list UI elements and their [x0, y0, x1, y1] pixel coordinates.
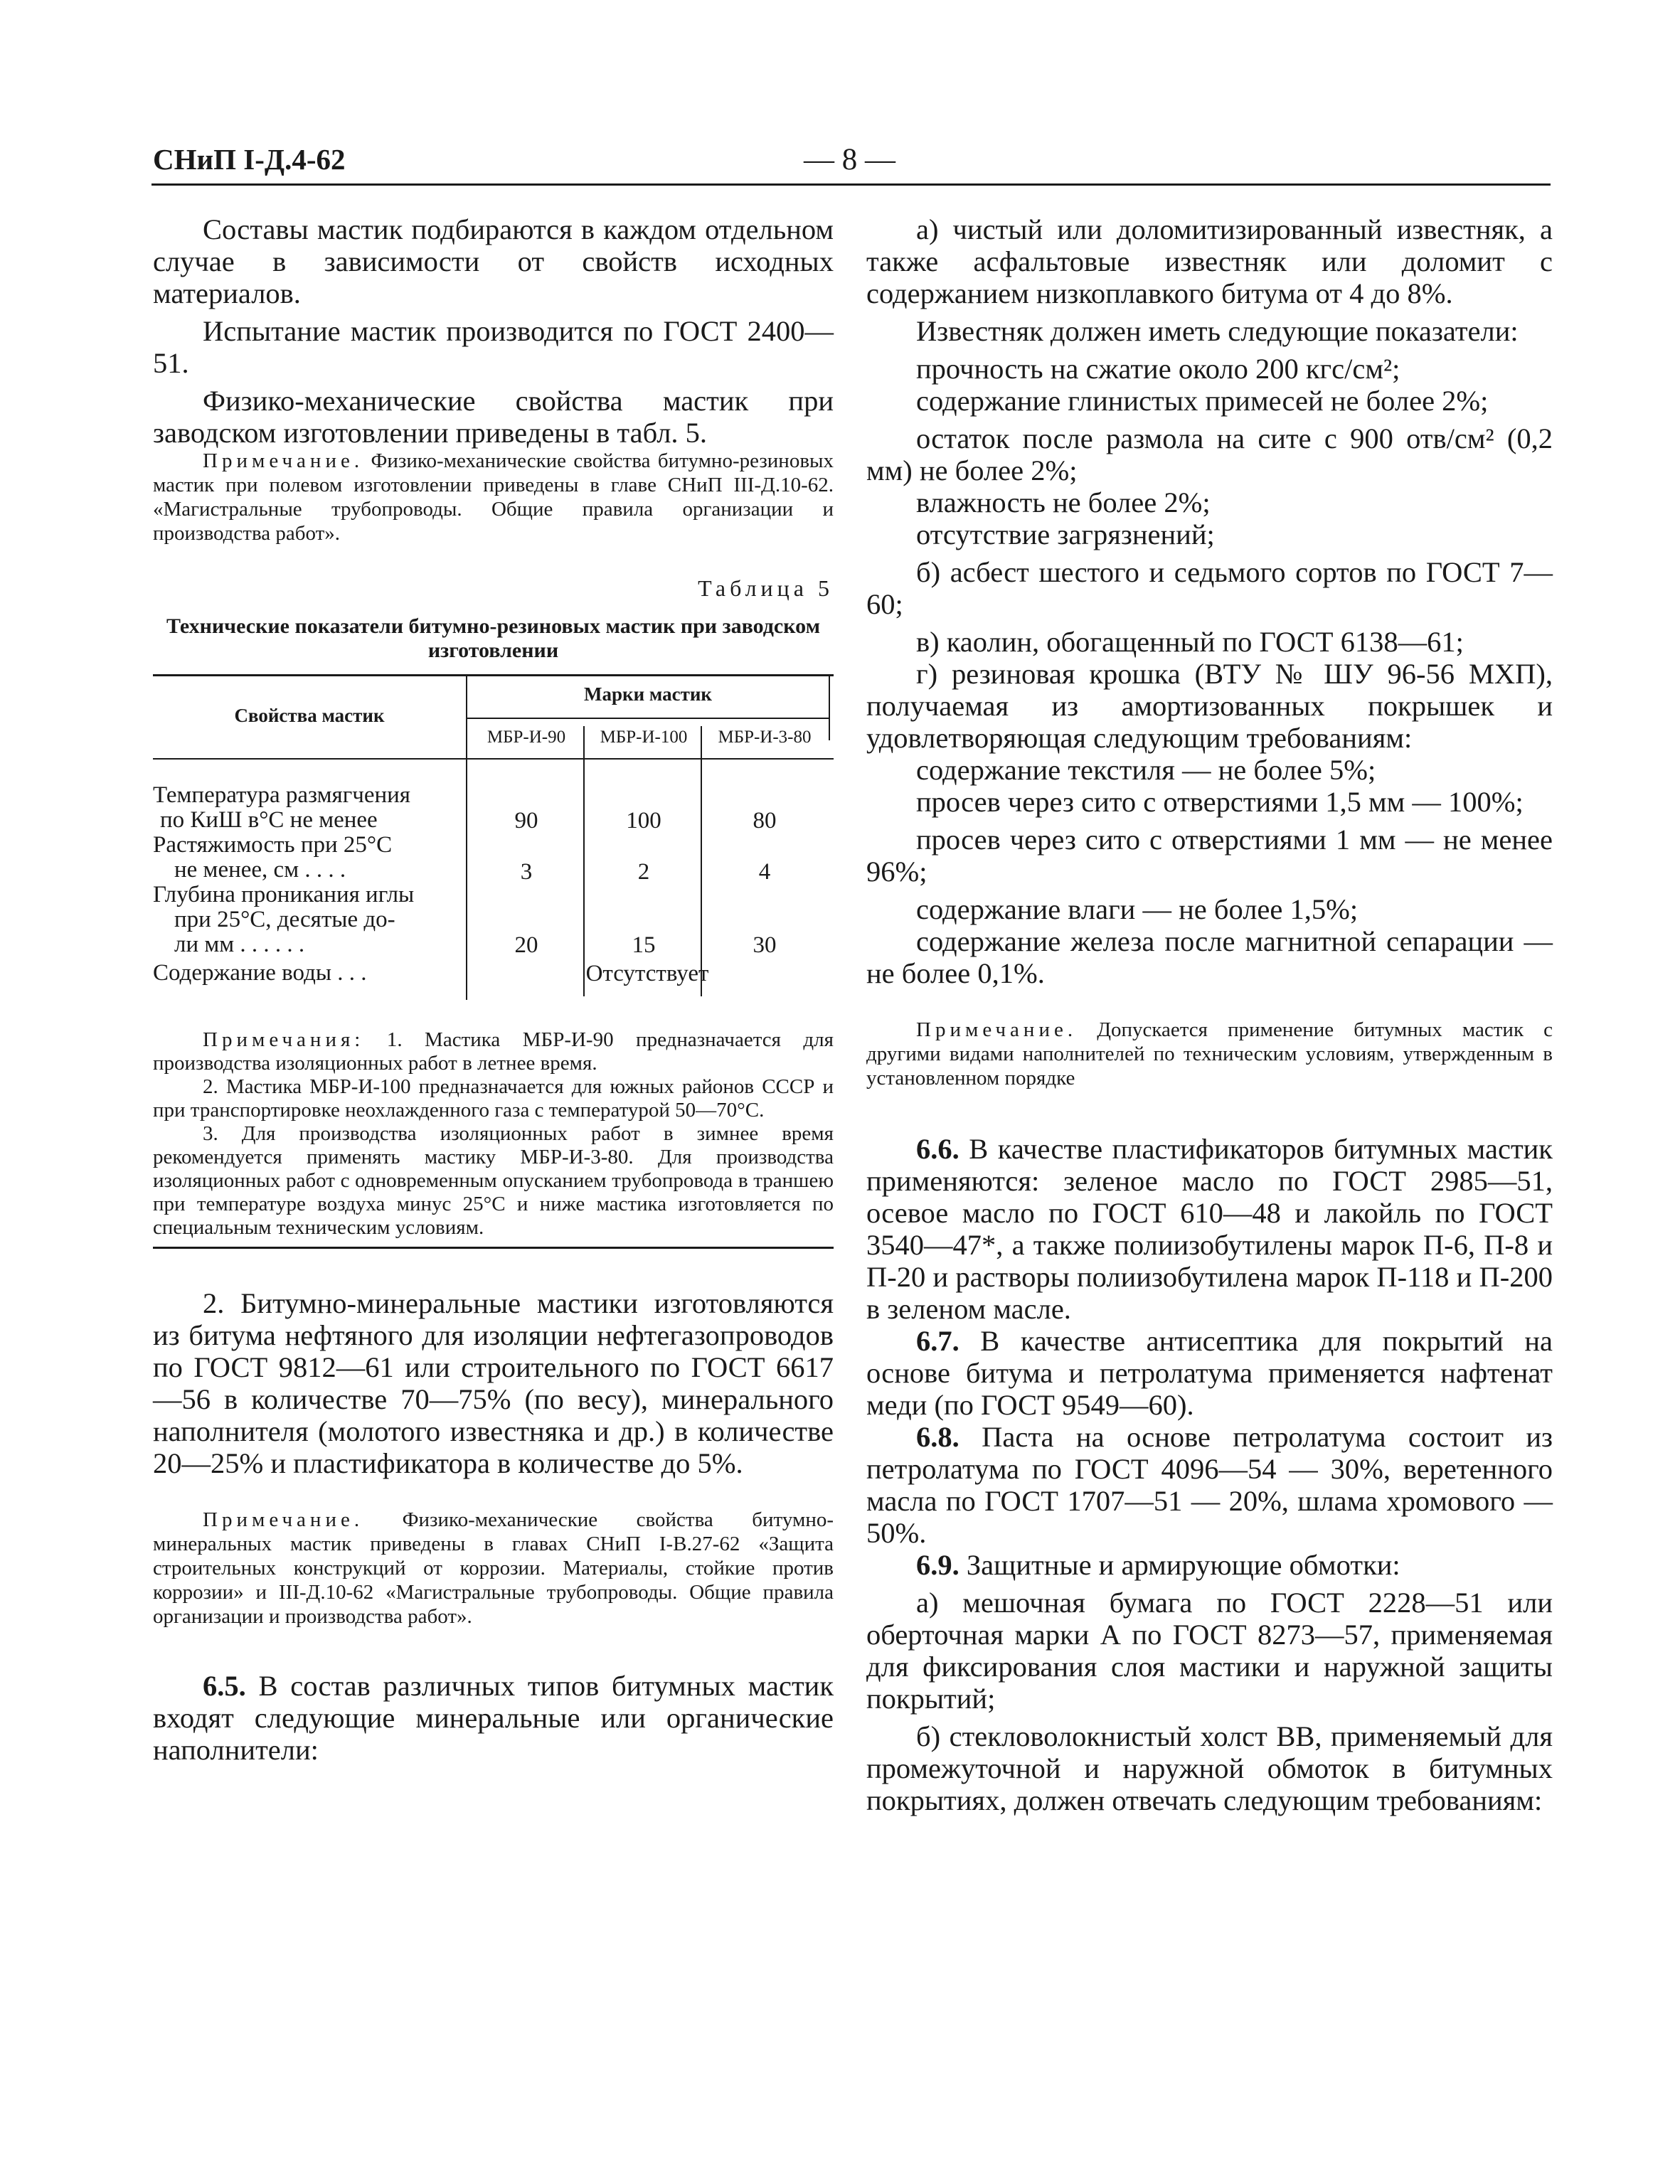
table-title: Технические показатели битумно-резиновых мастик при заводском изготовлении: [166, 614, 820, 662]
table-row: Глубина проникания иглы при 25°С, десятые до- ли мм . . . . . .: [153, 882, 415, 957]
header-rule: [151, 183, 1551, 186]
paragraph-compositions: Составы мастик подбираются в каждом отдельном случае в зависимости от свойств исходных материалов.: [153, 213, 834, 309]
note-text: Физико-механические свойства битумно-резиновых мастик при полевом изготовлении приведены в главе СНиП III-Д.10-62. «Магистральные трубопроводы. Общие правила организации и производства работ».: [153, 449, 834, 545]
limestone-req-3: остаток после размола на сите с 900 отв/см² (0,2 мм) не более 2%;: [866, 422, 1553, 486]
left-column: [153, 213, 834, 1766]
limestone-req-1: прочность на сжатие около 200 кгс/см²;: [916, 353, 1400, 385]
paragraph-properties: Физико-механические свойства мастик при заводском изготовлении приведены в табл. 5.: [153, 385, 834, 449]
note-bitumen-mineral: Примечание. Физико-механические свойства битумно-минеральных мастик приведены в главах СНиП I-В.27-62 «Защита строительных конструкций от коррозии. Материалы, стойкие против коррозии» и III-Д.10-62 «Магистральные трубопроводы. Общие правила организации и производства работ».: [153, 1508, 834, 1628]
table-notes-rule: [153, 1247, 834, 1249]
item-b-asbestos: б) асбест шестого и седьмого сортов по ГОСТ 7—60;: [866, 556, 1553, 620]
wrap-a-paper: а) мешочная бумага по ГОСТ 2228—51 или оберточная марки А по ГОСТ 8273—57, применяемая для фиксирования слоя мастики и наружной защиты покрытий;: [866, 1587, 1553, 1715]
paragraph-bitumen-mineral: 2. Битумно-минеральные мастики изготовляются из битума нефтяного для изоляции нефтегазопроводов по ГОСТ 9812—61 или строительного по ГОСТ 6617—56 в количестве 70—75% (по весу), минерального наполнителя (молотого известняка и др.) в количестве 20—25% и пластификатора в количестве до 5%.: [153, 1287, 834, 1479]
page-number: — 8 —: [804, 143, 895, 176]
mastic-properties-table: [153, 674, 834, 1007]
cell-value: 30: [753, 932, 777, 958]
note-label: Примечание.: [203, 449, 364, 472]
rubber-req-2: просев через сито с отверстиями 1,5 мм — 100%;: [916, 786, 1524, 818]
limestone-intro: Известняк должен иметь следующие показатели:: [916, 315, 1519, 347]
limestone-req-4: влажность не более 2%;: [916, 486, 1211, 518]
paragraph-6-5: 6.5. В состав различных типов битумных мастик входят следующие минеральные или органические наполнители:: [153, 1670, 834, 1766]
brand-mbr-i-3-80: МБР-И-3-80: [718, 728, 812, 747]
cell-value: 2: [637, 859, 650, 885]
col-header-properties: Свойства мастик: [234, 705, 385, 726]
table-note-1: Примечания: 1. Мастика МБР-И-90 предназначается для производства изоляционных работ в летнее время.: [153, 1028, 834, 1075]
note-field-mastics: [153, 449, 834, 545]
table-number: Таблица 5: [698, 575, 834, 601]
right-column: [866, 213, 1553, 1816]
paragraph-6-9: 6.9. Защитные и армирующие обмотки:: [916, 1549, 1400, 1581]
paragraph-6-7: 6.7. В качестве антисептика для покрытий на основе битума и петролатума применяется нафтенат меди (по ГОСТ 9549—60).: [866, 1325, 1553, 1421]
table-row: Содержание воды . . .: [153, 960, 367, 986]
cell-value: 3: [520, 859, 533, 885]
rubber-req-5: содержание железа после магнитной сепарации — не более 0,1%.: [866, 925, 1553, 989]
rubber-req-4: содержание влаги — не более 1,5%;: [916, 893, 1359, 925]
brand-mbr-i-100: МБР-И-100: [600, 728, 688, 747]
note-other-fillers: Примечание. Допускается применение битумных мастик с другими видами наполнителей по техническим условиям, утвержденным в установленном порядке: [866, 1018, 1553, 1090]
cell-value: 20: [514, 932, 538, 958]
wrap-b-fiberglass: б) стекловолокнистый холст ВВ, применяемый для промежуточной и наружной обмоток в битумных покрытиях, должен отвечать следующим требованиям:: [866, 1720, 1553, 1816]
table-notes: [153, 1028, 834, 1240]
rubber-req-3: просев через сито с отверстиями 1 мм — не менее 96%;: [866, 824, 1553, 888]
cell-value-merged: Отсутствует: [585, 961, 709, 986]
table-row: Температура размягчения по КиШ в°С не менее: [153, 782, 410, 833]
table-note-3: 3. Для производства изоляционных работ в зимнее время рекомендуется применять мастику МБР-И-3-80. Для производства изоляционных работ с одновременным опусканием трубопровода в траншею при температуре воздуха минус 25°С и ниже мастика изготовляется по специальным техническим условиям.: [153, 1122, 834, 1239]
item-a-limestone: а) чистый или доломитизированный известняк, а также асфальтовые известняк или доломит с содержанием низкоплавкого битума от 4 до 8%.: [866, 213, 1553, 309]
cell-value: 100: [626, 808, 661, 833]
cell-value: 90: [514, 808, 538, 833]
rubber-req-1: содержание текстиля — не более 5%;: [916, 754, 1376, 786]
col-header-brands: Марки мастик: [584, 683, 712, 705]
paragraph-testing: Испытание мастик производится по ГОСТ 2400—51.: [153, 315, 834, 379]
brand-mbr-i-90: МБР-И-90: [487, 728, 566, 747]
paragraph-6-6: 6.6. В качестве пластификаторов битумных мастик применяются: зеленое масло по ГОСТ 2985—51, осевое масло по ГОСТ 610—48 и лакойль по ГОСТ 3540—47*, а также полиизобутилены марок П-6, П-8 и П-20 и растворы полиизобутилена марок П-118 и П-200 в зеленом масле.: [866, 1133, 1553, 1325]
table-note-2: 2. Мастика МБР-И-100 предназначается для южных районов СССР и при транспортировке неохлажденного газа с температурой 50—70°С.: [153, 1075, 834, 1122]
cell-value: 15: [632, 932, 656, 958]
paragraph-6-8: 6.8. Паста на основе петролатума состоит из петролатума по ГОСТ 4096—54 — 30%, веретенного масла по ГОСТ 1707—51 — 20%, шлама хромового — 50%.: [866, 1421, 1553, 1549]
cell-value: 80: [753, 808, 777, 833]
limestone-req-2: содержание глинистых примесей не более 2%;: [916, 385, 1489, 417]
item-g-rubber: г) резиновая крошка (ВТУ № ШУ 96-56 МХП), получаемая из амортизованных покрышек и удовлетворяющая следующим требованиям:: [866, 658, 1553, 754]
table-row: Растяжимость при 25°С не менее, см . . . .: [153, 832, 393, 883]
document-code: СНиП I-Д.4-62: [153, 143, 346, 176]
item-v-kaolin: в) каолин, обогащенный по ГОСТ 6138—61;: [916, 626, 1464, 658]
cell-value: 4: [758, 859, 771, 885]
limestone-req-5: отсутствие загрязнений;: [916, 518, 1215, 550]
